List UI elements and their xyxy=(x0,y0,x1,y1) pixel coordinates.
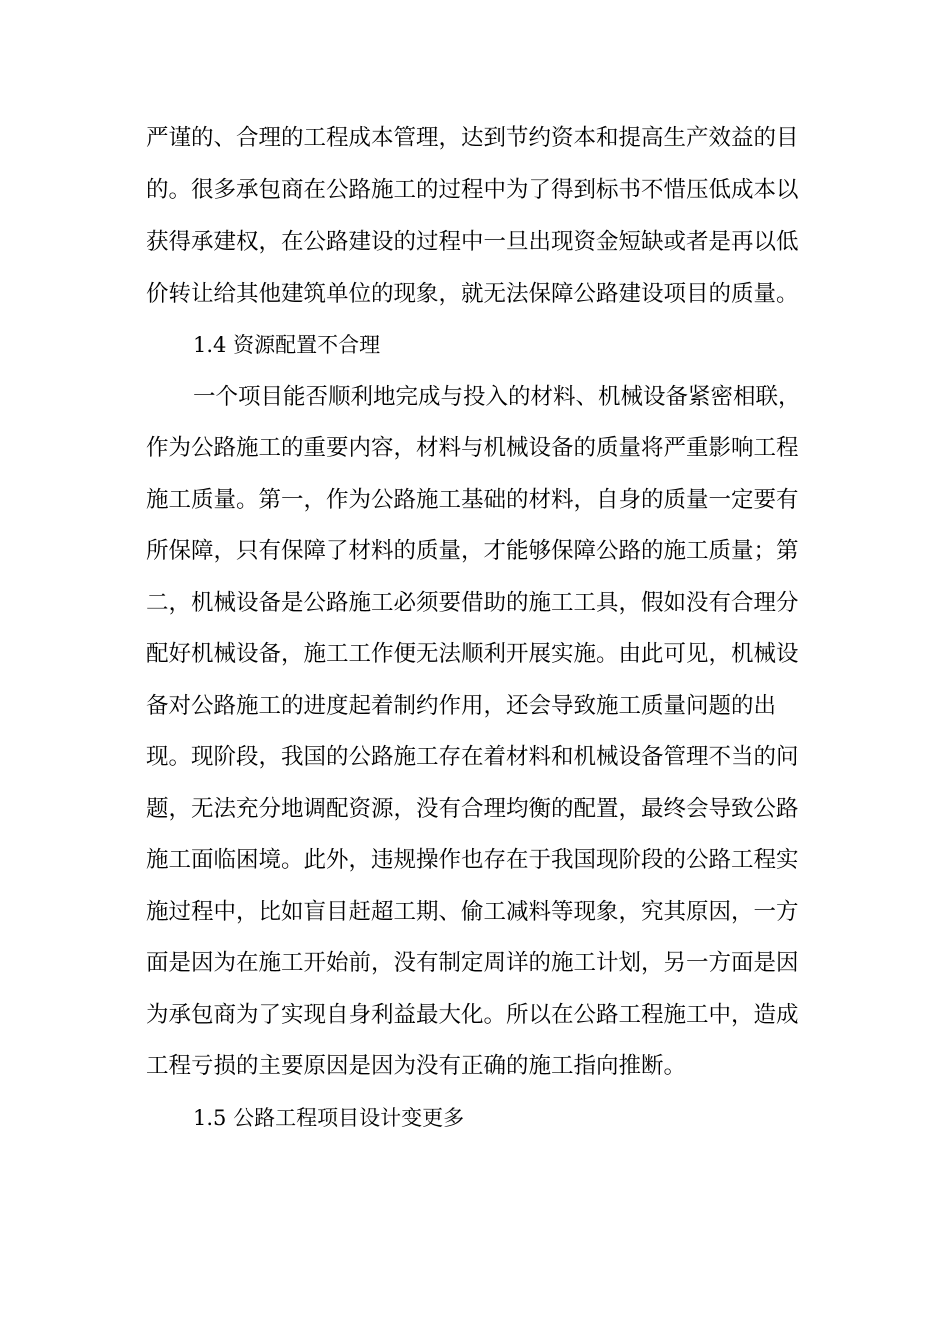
section-heading-1-4: 1.4 资源配置不合理 xyxy=(193,333,381,357)
body-text-line: 题，无法充分地调配资源，没有合理均衡的配置，最终会导致公路 xyxy=(146,796,799,822)
body-text-line: 的。很多承包商在公路施工的过程中为了得到标书不惜压低成本以 xyxy=(146,177,799,203)
body-text-line: 所保障，只有保障了材料的质量，才能够保障公路的施工质量；第 xyxy=(146,538,799,564)
body-text-line: 施工质量。第一，作为公路施工基础的材料，自身的质量一定要有 xyxy=(146,487,799,513)
body-text-line: 二，机械设备是公路施工必须要借助的施工工具，假如没有合理分 xyxy=(146,590,799,616)
body-text-line: 备对公路施工的进度起着制约作用，还会导致施工质量问题的出 xyxy=(146,693,777,719)
body-text-line: 价转让给其他建筑单位的现象，就无法保障公路建设项目的质量。 xyxy=(146,281,799,307)
body-text-line: 一个项目能否顺利地完成与投入的材料、机械设备紧密相联， xyxy=(193,384,801,410)
body-text-line: 严谨的、合理的工程成本管理，达到节约资本和提高生产效益的目 xyxy=(146,125,799,151)
body-text-line: 现。现阶段，我国的公路施工存在着材料和机械设备管理不当的问 xyxy=(146,744,799,770)
body-text-line: 施过程中，比如盲目赶超工期、偷工减料等现象，究其原因，一方 xyxy=(146,899,799,925)
body-text-line: 作为公路施工的重要内容，材料与机械设备的质量将严重影响工程 xyxy=(146,435,799,461)
body-text-line: 施工面临困境。此外，违规操作也存在于我国现阶段的公路工程实 xyxy=(146,847,799,873)
body-text-line: 获得承建权，在公路建设的过程中一旦出现资金短缺或者是再以低 xyxy=(146,229,799,255)
section-heading-1-5: 1.5 公路工程项目设计变更多 xyxy=(193,1106,465,1130)
body-text-line: 配好机械设备，施工工作便无法顺利开展实施。由此可见，机械设 xyxy=(146,641,799,667)
body-text-line: 面是因为在施工开始前，没有制定周详的施工计划，另一方面是因 xyxy=(146,950,799,976)
body-text-line: 为承包商为了实现自身利益最大化。所以在公路工程施工中，造成 xyxy=(146,1002,799,1028)
body-text-line: 工程亏损的主要原因是因为没有正确的施工指向推断。 xyxy=(146,1053,687,1079)
